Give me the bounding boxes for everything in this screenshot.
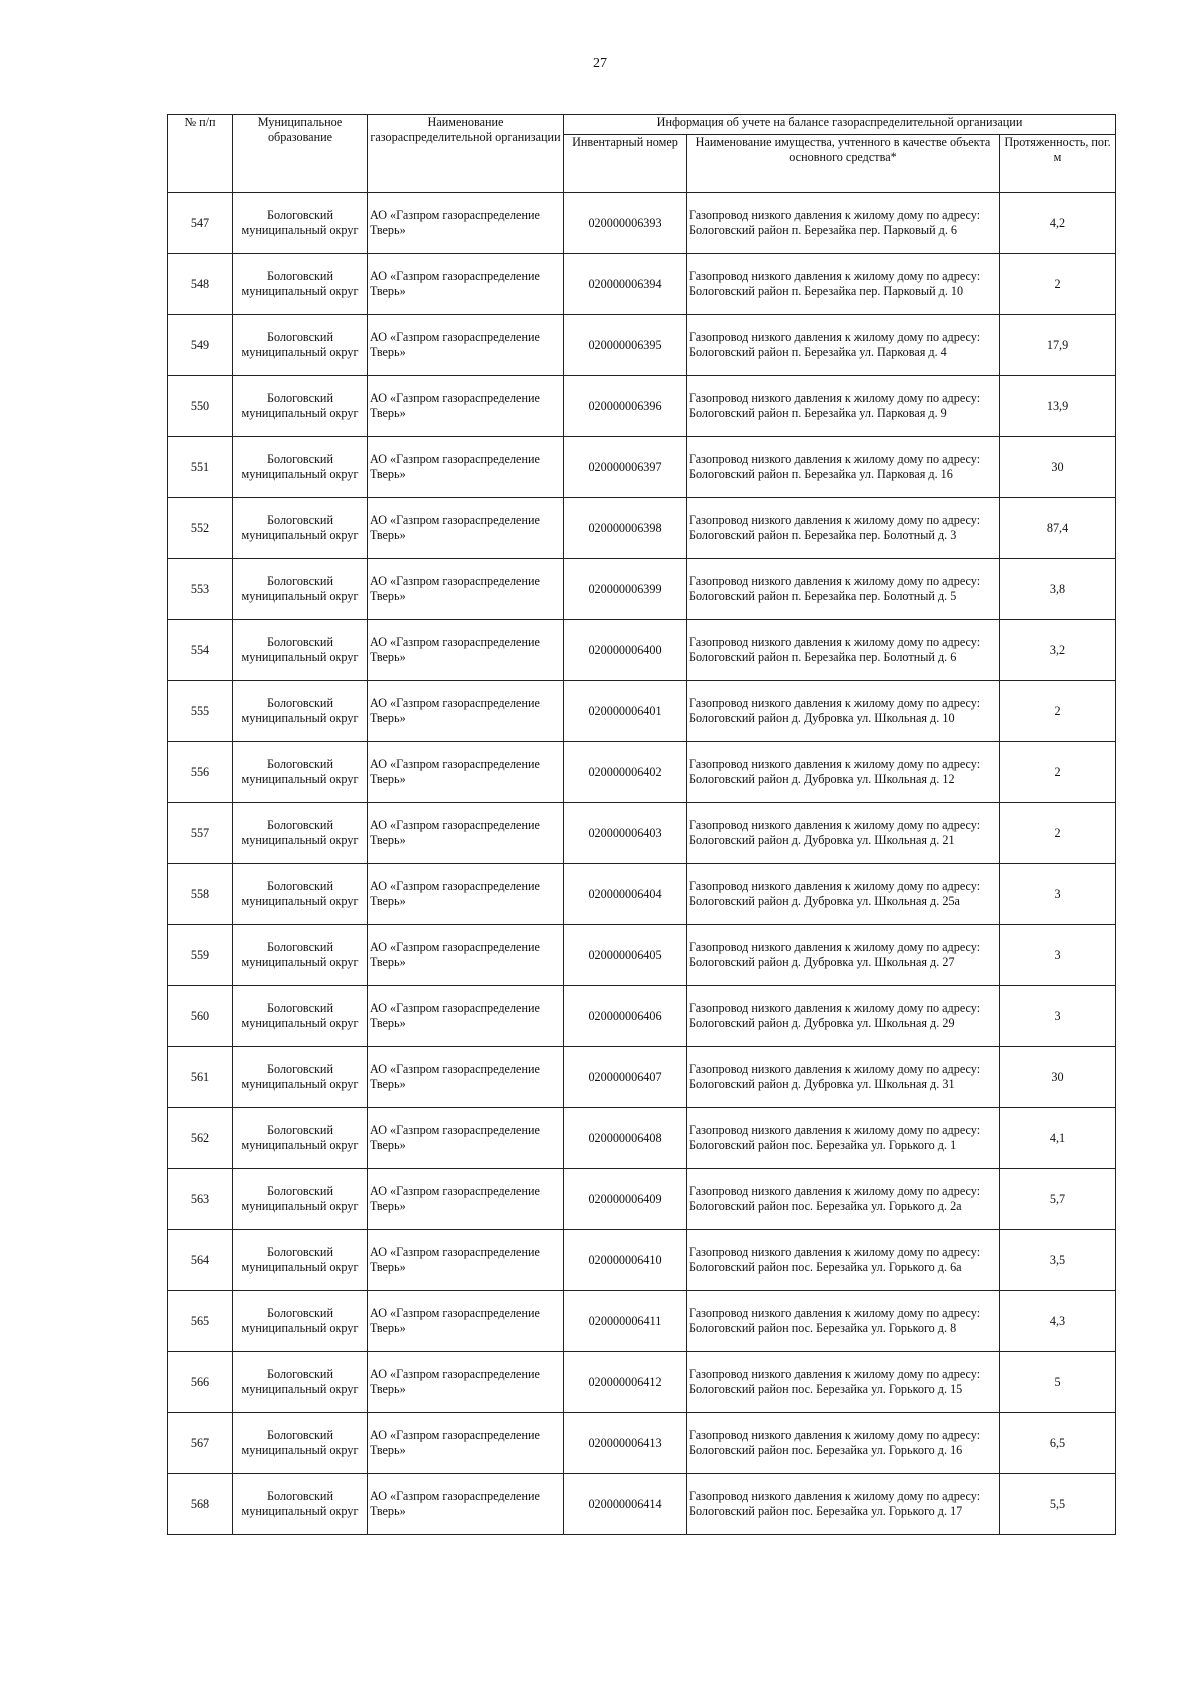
asset-name-cell: Газопровод низкого давления к жилому дому по адресу: Бологовский район д. Дубровка ул. Школьная д. 12 — [687, 742, 1000, 803]
inventory-number-cell: 020000006398 — [564, 498, 687, 559]
table-row — [168, 1047, 1116, 1108]
organization-cell: АО «Газпром газораспределение Тверь» — [368, 1352, 564, 1413]
table-row — [168, 315, 1116, 376]
organization-cell: АО «Газпром газораспределение Тверь» — [368, 925, 564, 986]
asset-name-cell: Газопровод низкого давления к жилому дому по адресу: Бологовский район пос. Березайка ул. Горького д. 1 — [687, 1108, 1000, 1169]
asset-name-cell: Газопровод низкого давления к жилому дому по адресу: Бологовский район д. Дубровка ул. Школьная д. 25а — [687, 864, 1000, 925]
municipality-cell: Бологовский муниципальный округ — [233, 1230, 368, 1291]
table-row — [168, 1291, 1116, 1352]
municipality-cell: Бологовский муниципальный округ — [233, 742, 368, 803]
row-number: 551 — [168, 437, 233, 498]
row-number: 559 — [168, 925, 233, 986]
asset-name-cell: Газопровод низкого давления к жилому дому по адресу: Бологовский район п. Березайка ул. Парковая д. 16 — [687, 437, 1000, 498]
inventory-number-cell: 020000006394 — [564, 254, 687, 315]
asset-name-cell: Газопровод низкого давления к жилому дому по адресу: Бологовский район п. Березайка пер. Болотный д. 3 — [687, 498, 1000, 559]
inventory-number-cell: 020000006410 — [564, 1230, 687, 1291]
row-number: 552 — [168, 498, 233, 559]
asset-name-cell: Газопровод низкого давления к жилому дому по адресу: Бологовский район пос. Березайка ул. Горького д. 2а — [687, 1169, 1000, 1230]
inventory-number-cell: 020000006411 — [564, 1291, 687, 1352]
row-number: 558 — [168, 864, 233, 925]
inventory-number-cell: 020000006399 — [564, 559, 687, 620]
asset-name-cell: Газопровод низкого давления к жилому дому по адресу: Бологовский район пос. Березайка ул. Горького д. 16 — [687, 1413, 1000, 1474]
table-row — [168, 620, 1116, 681]
inventory-number-cell: 020000006397 — [564, 437, 687, 498]
organization-cell: АО «Газпром газораспределение Тверь» — [368, 315, 564, 376]
inventory-number-cell: 020000006401 — [564, 681, 687, 742]
municipality-cell: Бологовский муниципальный округ — [233, 315, 368, 376]
municipality-cell: Бологовский муниципальный округ — [233, 1169, 368, 1230]
row-number: 561 — [168, 1047, 233, 1108]
organization-cell: АО «Газпром газораспределение Тверь» — [368, 559, 564, 620]
length-cell: 3,5 — [1000, 1230, 1116, 1291]
length-cell: 13,9 — [1000, 376, 1116, 437]
length-cell: 2 — [1000, 681, 1116, 742]
asset-name-cell: Газопровод низкого давления к жилому дому по адресу: Бологовский район пос. Березайка ул. Горького д. 15 — [687, 1352, 1000, 1413]
row-number: 553 — [168, 559, 233, 620]
organization-cell: АО «Газпром газораспределение Тверь» — [368, 1047, 564, 1108]
asset-name-cell: Газопровод низкого давления к жилому дому по адресу: Бологовский район д. Дубровка ул. Школьная д. 31 — [687, 1047, 1000, 1108]
asset-name-cell: Газопровод низкого давления к жилому дому по адресу: Бологовский район пос. Березайка ул. Горького д. 8 — [687, 1291, 1000, 1352]
header-asset: Наименование имущества, учтенного в качестве объекта основного средства* — [687, 135, 1000, 193]
asset-name-cell: Газопровод низкого давления к жилому дому по адресу: Бологовский район д. Дубровка ул. Школьная д. 10 — [687, 681, 1000, 742]
organization-cell: АО «Газпром газораспределение Тверь» — [368, 742, 564, 803]
table-row — [168, 1413, 1116, 1474]
header-info-group: Информация об учете на балансе газораспределительной организации — [564, 115, 1116, 135]
table-row — [168, 376, 1116, 437]
table-row — [168, 742, 1116, 803]
table-row — [168, 498, 1116, 559]
municipality-cell: Бологовский муниципальный округ — [233, 925, 368, 986]
organization-cell: АО «Газпром газораспределение Тверь» — [368, 498, 564, 559]
inventory-number-cell: 020000006393 — [564, 193, 687, 254]
length-cell: 4,1 — [1000, 1108, 1116, 1169]
municipality-cell: Бологовский муниципальный округ — [233, 1352, 368, 1413]
organization-cell: АО «Газпром газораспределение Тверь» — [368, 1108, 564, 1169]
organization-cell: АО «Газпром газораспределение Тверь» — [368, 1230, 564, 1291]
length-cell: 4,2 — [1000, 193, 1116, 254]
municipality-cell: Бологовский муниципальный округ — [233, 254, 368, 315]
organization-cell: АО «Газпром газораспределение Тверь» — [368, 1169, 564, 1230]
row-number: 562 — [168, 1108, 233, 1169]
length-cell: 3 — [1000, 925, 1116, 986]
inventory-number-cell: 020000006408 — [564, 1108, 687, 1169]
municipality-cell: Бологовский муниципальный округ — [233, 1413, 368, 1474]
length-cell: 2 — [1000, 742, 1116, 803]
table-row — [168, 1352, 1116, 1413]
inventory-number-cell: 020000006414 — [564, 1474, 687, 1535]
row-number: 564 — [168, 1230, 233, 1291]
length-cell: 87,4 — [1000, 498, 1116, 559]
organization-cell: АО «Газпром газораспределение Тверь» — [368, 1474, 564, 1535]
table-row — [168, 1474, 1116, 1535]
table-row — [168, 1230, 1116, 1291]
length-cell: 30 — [1000, 437, 1116, 498]
page-number: 27 — [593, 56, 607, 71]
row-number: 556 — [168, 742, 233, 803]
asset-name-cell: Газопровод низкого давления к жилому дому по адресу: Бологовский район пос. Березайка ул. Горького д. 6а — [687, 1230, 1000, 1291]
municipality-cell: Бологовский муниципальный округ — [233, 1047, 368, 1108]
row-number: 548 — [168, 254, 233, 315]
inventory-number-cell: 020000006405 — [564, 925, 687, 986]
asset-name-cell: Газопровод низкого давления к жилому дому по адресу: Бологовский район пос. Березайка ул. Горького д. 17 — [687, 1474, 1000, 1535]
header-municipality: Муниципальное образование — [233, 115, 368, 193]
table-row — [168, 1169, 1116, 1230]
length-cell: 3,8 — [1000, 559, 1116, 620]
table-row — [168, 681, 1116, 742]
organization-cell: АО «Газпром газораспределение Тверь» — [368, 376, 564, 437]
asset-name-cell: Газопровод низкого давления к жилому дому по адресу: Бологовский район д. Дубровка ул. Школьная д. 21 — [687, 803, 1000, 864]
length-cell: 5,7 — [1000, 1169, 1116, 1230]
header-num: № п/п — [168, 115, 233, 193]
row-number: 566 — [168, 1352, 233, 1413]
row-number: 547 — [168, 193, 233, 254]
table-row — [168, 803, 1116, 864]
length-cell: 3 — [1000, 986, 1116, 1047]
organization-cell: АО «Газпром газораспределение Тверь» — [368, 254, 564, 315]
row-number: 560 — [168, 986, 233, 1047]
organization-cell: АО «Газпром газораспределение Тверь» — [368, 1291, 564, 1352]
asset-name-cell: Газопровод низкого давления к жилому дому по адресу: Бологовский район п. Березайка пер. Болотный д. 5 — [687, 559, 1000, 620]
organization-cell: АО «Газпром газораспределение Тверь» — [368, 620, 564, 681]
length-cell: 2 — [1000, 803, 1116, 864]
row-number: 554 — [168, 620, 233, 681]
municipality-cell: Бологовский муниципальный округ — [233, 1291, 368, 1352]
inventory-number-cell: 020000006396 — [564, 376, 687, 437]
table-row — [168, 864, 1116, 925]
asset-name-cell: Газопровод низкого давления к жилому дому по адресу: Бологовский район п. Березайка ул. Парковая д. 4 — [687, 315, 1000, 376]
inventory-number-cell: 020000006400 — [564, 620, 687, 681]
municipality-cell: Бологовский муниципальный округ — [233, 620, 368, 681]
municipality-cell: Бологовский муниципальный округ — [233, 376, 368, 437]
table-row — [168, 925, 1116, 986]
table-row — [168, 559, 1116, 620]
municipality-cell: Бологовский муниципальный округ — [233, 1108, 368, 1169]
length-cell: 5 — [1000, 1352, 1116, 1413]
length-cell: 3,2 — [1000, 620, 1116, 681]
inventory-number-cell: 020000006413 — [564, 1413, 687, 1474]
row-number: 550 — [168, 376, 233, 437]
organization-cell: АО «Газпром газораспределение Тверь» — [368, 437, 564, 498]
asset-table — [167, 114, 1116, 1535]
header-org: Наименование газораспределительной организации — [368, 115, 564, 193]
row-number: 557 — [168, 803, 233, 864]
table-body — [168, 193, 1116, 1535]
organization-cell: АО «Газпром газораспределение Тверь» — [368, 986, 564, 1047]
organization-cell: АО «Газпром газораспределение Тверь» — [368, 803, 564, 864]
row-number: 567 — [168, 1413, 233, 1474]
row-number: 568 — [168, 1474, 233, 1535]
row-number: 563 — [168, 1169, 233, 1230]
asset-name-cell: Газопровод низкого давления к жилому дому по адресу: Бологовский район д. Дубровка ул. Школьная д. 29 — [687, 986, 1000, 1047]
asset-name-cell: Газопровод низкого давления к жилому дому по адресу: Бологовский район п. Березайка пер. Болотный д. 6 — [687, 620, 1000, 681]
inventory-number-cell: 020000006412 — [564, 1352, 687, 1413]
municipality-cell: Бологовский муниципальный округ — [233, 681, 368, 742]
inventory-number-cell: 020000006402 — [564, 742, 687, 803]
inventory-number-cell: 020000006395 — [564, 315, 687, 376]
row-number: 565 — [168, 1291, 233, 1352]
length-cell: 6,5 — [1000, 1413, 1116, 1474]
municipality-cell: Бологовский муниципальный округ — [233, 559, 368, 620]
asset-name-cell: Газопровод низкого давления к жилому дому по адресу: Бологовский район п. Березайка пер. Парковый д. 6 — [687, 193, 1000, 254]
inventory-number-cell: 020000006403 — [564, 803, 687, 864]
municipality-cell: Бологовский муниципальный округ — [233, 193, 368, 254]
inventory-number-cell: 020000006406 — [564, 986, 687, 1047]
length-cell: 2 — [1000, 254, 1116, 315]
length-cell: 30 — [1000, 1047, 1116, 1108]
table-row — [168, 193, 1116, 254]
table-row — [168, 437, 1116, 498]
municipality-cell: Бологовский муниципальный округ — [233, 498, 368, 559]
organization-cell: АО «Газпром газораспределение Тверь» — [368, 193, 564, 254]
asset-name-cell: Газопровод низкого давления к жилому дому по адресу: Бологовский район п. Березайка пер. Парковый д. 10 — [687, 254, 1000, 315]
length-cell: 5,5 — [1000, 1474, 1116, 1535]
header-inventory: Инвентарный номер — [564, 135, 687, 193]
length-cell: 4,3 — [1000, 1291, 1116, 1352]
municipality-cell: Бологовский муниципальный округ — [233, 864, 368, 925]
organization-cell: АО «Газпром газораспределение Тверь» — [368, 864, 564, 925]
table-row — [168, 1108, 1116, 1169]
table-header — [168, 115, 1116, 193]
asset-name-cell: Газопровод низкого давления к жилому дому по адресу: Бологовский район п. Березайка ул. Парковая д. 9 — [687, 376, 1000, 437]
inventory-number-cell: 020000006409 — [564, 1169, 687, 1230]
table-row — [168, 254, 1116, 315]
inventory-number-cell: 020000006404 — [564, 864, 687, 925]
municipality-cell: Бологовский муниципальный округ — [233, 437, 368, 498]
header-length: Протяженность, пог. м — [1000, 135, 1116, 193]
municipality-cell: Бологовский муниципальный округ — [233, 803, 368, 864]
inventory-number-cell: 020000006407 — [564, 1047, 687, 1108]
table-row — [168, 986, 1116, 1047]
length-cell: 3 — [1000, 864, 1116, 925]
row-number: 555 — [168, 681, 233, 742]
organization-cell: АО «Газпром газораспределение Тверь» — [368, 681, 564, 742]
row-number: 549 — [168, 315, 233, 376]
asset-name-cell: Газопровод низкого давления к жилому дому по адресу: Бологовский район д. Дубровка ул. Школьная д. 27 — [687, 925, 1000, 986]
municipality-cell: Бологовский муниципальный округ — [233, 986, 368, 1047]
length-cell: 17,9 — [1000, 315, 1116, 376]
municipality-cell: Бологовский муниципальный округ — [233, 1474, 368, 1535]
organization-cell: АО «Газпром газораспределение Тверь» — [368, 1413, 564, 1474]
